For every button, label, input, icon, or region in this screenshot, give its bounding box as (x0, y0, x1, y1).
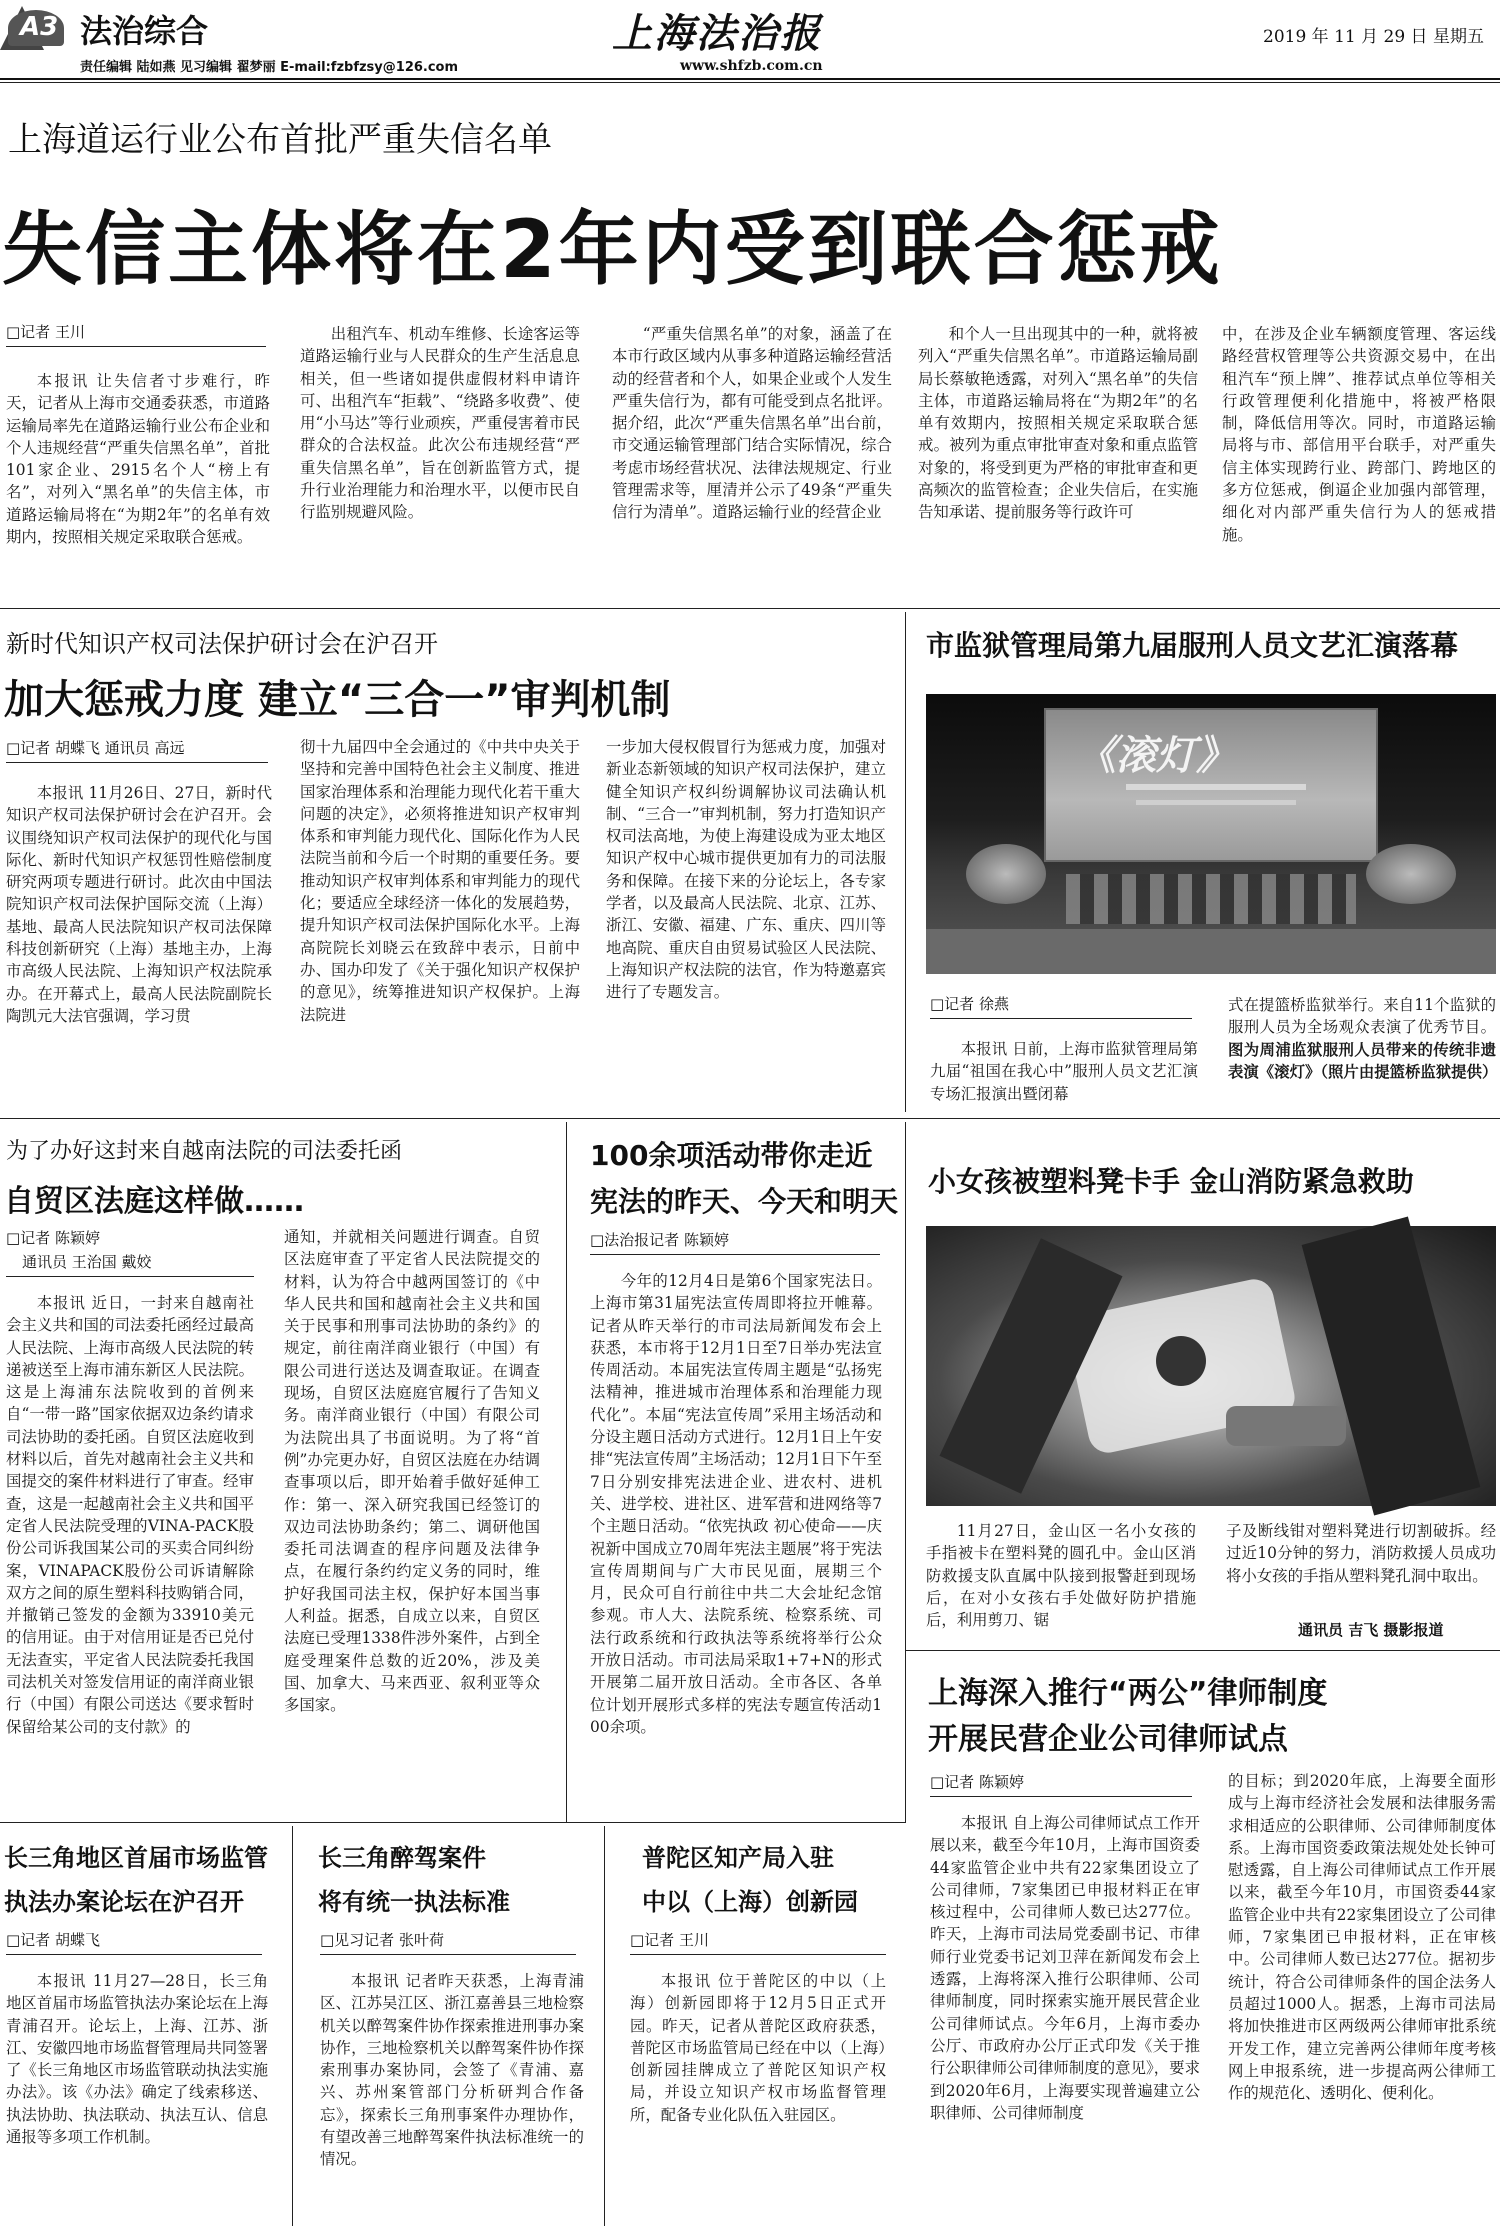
a7-headline-1: 上海深入推行“两公”律师制度 (928, 1676, 1328, 1711)
a7-col2: 的目标；到2020年底，上海要全面形成与上海市经济社会发展和法律服务需求相适应的公职律师、公司律师制度体系。上海市国资委政策法规处处长钟可慰透露，自上海公司律师试点工作开展以来，截至今年10月，市国资委44家监管企业中共有22家集团设立了公司律师，7家集团已申报材料，正在审核中。公司律师人数已达277位。据初步统计，符合公司律师条件的国企法务人员超过1000人。据悉，上海市司法局将加快推进市区两级两公律师审批系统开发工作，建立完善两公律师年度考核网上申报系统，进一步提高两公律师工作的规范化、透明化、便利化。 (1228, 1772, 1496, 2103)
a1-col3: “严重失信黑名单”的对象，涵盖了在本市行政区域内从事多种道路运输经营活动的经营者和个人，如果企业或个人发生严重失信行为，都有可能受到点名批评。据介绍，此次“严重失信黑名单”出台前，市交通运输管理部门结合实际情况，综合考虑市场经营状况、法律法规规定、行业管理需求等，厘清并公示了49条“严重失信行为清单”。道路运输行业的经营企业 (612, 325, 892, 522)
a2-col3: 一步加大侵权假冒行为惩戒力度，加强对新业态新领域的知识产权司法保护，建立健全知识产权纠纷调解协议司法确认机制、“三合一”审判机制，努力打造知识产权司法高地，为使上海建设成为亚太地区知识产权中心城市提供更加有力的司法服务和保障。在接下来的分论坛上，各专家学者，以及最高人民法院、北京、江苏、浙江、安徽、福建、广东、重庆、四川等地高院、重庆自由贸易试验区人民法院、上海知识产权法院的法官，作为特邀嘉宾进行了专题发言。 (606, 738, 886, 1002)
a5-right-divider (905, 1122, 906, 1822)
a1-col1: 本报讯 让失信者寸步难行，昨天，记者从上海市交通委获悉，市道路运输局率先在道路运输行业公布企业和个人违规经营“严重失信黑名单”，首批101家企业、2915名个人“榜上有名”，对列入“黑名单”的失信主体，市道路运输局将在“为期2年”的名单有效期内，按照相关规定采取联合惩戒。 (6, 372, 270, 547)
a1-byline: □记者 王川 (6, 323, 85, 341)
page-number: A3 (20, 12, 59, 42)
a9-right-divider (604, 1826, 605, 2226)
a4-col1: 本报讯 近日，一封来自越南社会主义共和国的司法委托函经过最高人民法院、上海市高级人民法院的转递被送至上海市浦东新区人民法院。这是上海浦东法院收到的首例来自“一带一路”国家依据双边条约请求司法协助的委托函。自贸区法庭收到材料以后，首先对越南社会主义共和国提交的案件材料进行了审查。经审查，这是一起越南社会主义共和国平定省人民法院受理的VINA-PACK股份公司诉我国某公司的买卖合同纠纷案，VINAPACK股份公司诉请解除双方之间的原生塑料科技购销合同，并撤销己签发的金额为33910美元的信用证。由于对信用证是否已兑付无法查实，平定省人民法院委托我国司法机关对签发信用证的南洋商业银行（中国）有限公司送达《要求暂时保留给某公司的支付款》的 (6, 1294, 254, 1736)
editors-line: 责任编辑 陆如燕 见习编辑 翟梦丽 E-mail:fzbfzsy@126.com (80, 60, 459, 75)
a9-byline: □见习记者 张叶荷 (320, 1931, 444, 1949)
a9-byline-rule (320, 1954, 576, 1955)
a10-byline-rule (630, 1954, 886, 1955)
a3-photo-screen-text: 《滚灯》 (1076, 732, 1236, 779)
a10-headline-1: 普陀区知产局入驻 (642, 1844, 834, 1872)
a8-byline-rule (6, 1954, 262, 1955)
a2-col1: 本报讯 11月26日、27日，新时代知识产权司法保护研讨会在沪召开。会议围绕知识产权司法保护的现代化与国际化、新时代知识产权惩罚性赔偿制度研究两项专题进行研讨。此次由中国法院知识产权司法保护国际交流（上海）基地、最高人民法院知识产权司法保障科技创新研究（上海）基地主办，上海市高级人民法院、上海知识产权法院承办。在开幕式上，最高人民法院副院长陶凯元大法官强调，学习贯 (6, 784, 272, 1025)
a7-byline-rule (930, 1796, 1192, 1797)
a10-col1: 本报讯 位于普陀区的中以（上海）创新园即将于12月5日正式开园。昨天，记者从普陀区政府获悉，普陀区市场监管局已经在中以（上海）创新园挂牌成立了普陀区知识产权局，并设立知识产权市场监督管理所，配备专业化队伍入驻园区。 (630, 1972, 886, 2124)
a5-headline-1: 100余项活动带你走近 (590, 1139, 873, 1172)
paper-name: 上海法治报 (612, 10, 822, 57)
a1-col5: 中，在涉及企业车辆额度管理、客运线路经营权管理等公共资源交易中，在出租汽车“预上牌”、推荐试点单位等相关行政管理便利化措施中，将被严格限制，降低信用等次。同时，市道路运输局将与市、部信用平台联手，对严重失信主体实现跨行业、跨部门、跨地区的多方位惩戒，倒逼企业加强内部管理，细化对内部严重失信行为人的惩戒措施。 (1222, 325, 1496, 544)
a7-col1: 本报讯 自上海公司律师试点工作开展以来，截至今年10月，上海市国资委44家监管企业中共有22家集团设立了公司律师，7家集团已申报材料正在审核过程中，公司律师人数已达277位。昨天，上海市司法局党委副书记、市律师行业党委书记刘卫萍在新闻发布会上透露，上海将深入推行公职律师、公司律师制度，同时探索实施开展民营企业公司律师试点。今年6月，上海市委办公厅、市政府办公厅正式印发《关于推行公职律师公司律师制度的意见》，要求到2020年6月，上海要实现普遍建立公职律师、公司律师制度 (930, 1814, 1200, 2122)
a1-col2: 出租汽车、机动车维修、长途客运等道路运输行业与人民群众的生产生活息息相关，但一些诸如提供虚假材料申请许可、出租汽车“拒载”、“绕路多收费”、使用“小马达”等行业顽疾，严重侵害着市民群众的合法权益。此次公布违规经营“严重失信黑名单”，旨在创新监管方式，提升行业治理能力和治理水平，以便市民自行监别规避风险。 (300, 325, 580, 522)
a6-credit: 通讯员 吉飞 摄影报道 (1298, 1621, 1444, 1639)
a2-byline: □记者 胡蝶飞 通讯员 高远 (6, 739, 185, 757)
a1-headline: 失信主体将在2年内受到联合惩戒 (2, 203, 1223, 296)
a8-headline-1: 长三角地区首届市场监管 (4, 1844, 268, 1872)
a3-headline: 市监狱管理局第九届服刑人员文艺汇演落幕 (926, 629, 1459, 662)
a8-headline-2: 执法办案论坛在沪召开 (4, 1888, 244, 1916)
a6-col1: 11月27日，金山区一名小女孩的手指被卡在塑料凳的圆孔中。金山区消防救援支队直属中队接到报警赶到现场后，在对小女孩右手处做好防护措施后，利用剪刀、锯 (926, 1522, 1196, 1630)
section-name: 法治综合 (80, 12, 209, 50)
a2-byline-rule (6, 762, 268, 763)
a3-col1: 本报讯 日前，上海市监狱管理局第九届“祖国在我心中”服刑人员文艺汇演专场汇报演出暨闭幕 (930, 1040, 1198, 1103)
a8-byline: □记者 胡蝶飞 (6, 1931, 100, 1949)
a2-col2: 彻十九届四中全会通过的《中共中央关于坚持和完善中国特色社会主义制度、推进国家治理体系和治理能力现代化若干重大问题的决定》，必须将推进知识产权审判体系和审判能力现代化、国际化作为人民法院当前和今后一个时期的重要任务。要推动知识产权审判体系和审判能力的现代化；要适应全球经济一体化的发展趋势，提升知识产权司法保护国际化水平。上海高院院长刘晓云在致辞中表示，日前中办、国办印发了《关于强化知识产权保护的意见》，统筹推进知识产权保护。上海法院进 (300, 738, 580, 1024)
a10-byline: □记者 王川 (630, 1931, 709, 1949)
a6-col2: 子及断线钳对塑料凳进行切割破拆。经过近10分钟的努力，消防救援人员成功将小女孩的手指从塑料凳孔洞中取出。 (1226, 1522, 1496, 1585)
a10-headline-2: 中以（上海）创新园 (642, 1888, 858, 1916)
masthead-rule-2 (0, 82, 1500, 83)
a8-right-divider (292, 1826, 293, 2226)
a4-byline-2: 通讯员 王治国 戴姣 (22, 1253, 152, 1271)
a3-photo (926, 694, 1496, 974)
a9-col1: 本报讯 记者昨天获悉，上海青浦区、江苏吴江区、浙江嘉善县三地检察机关以醉驾案件协作探索推进刑事办案协作，三地检察机关以醉驾案件协作探索刑事办案协同，会签了《青浦、嘉兴、苏州案管部门分析研判合作备忘》，探索长三角刑事案件办理协作，有望改善三地醉驾案件执法标准统一的情况。 (320, 1972, 584, 2169)
page-badge (0, 6, 70, 50)
a4-col2: 通知，并就相关问题进行调查。自贸区法庭审查了平定省人民法院提交的材料，认为符合中越两国签订的《中华人民共和国和越南社会主义共和国关于民事和刑事司法协助的条约》的规定，前往南洋商业银行（中国）有限公司进行送达及调查取证。在调查现场，自贸区法庭庭官履行了告知义务。南洋商业银行（中国）有限公司为法院出具了书面说明。为了将“首例”办完更办好，自贸区法庭在办结调查事项以后，即开始着手做好延伸工作：第一、深入研究我国已经签订的双边司法协助条约；第二、调研他国委托司法调查的程序问题及法律争点，在履行条约约定义务的同时，维护好我国司法主权，保护好本国当事人利益。据悉，自成立以来，自贸区法庭已受理1338件涉外案件，占到全庭受理案件总数的近20%，涉及美国、加拿大、马来西亚、叙利亚等众多国家。 (284, 1228, 540, 1715)
a9-headline-1: 长三角醉驾案件 (318, 1844, 486, 1872)
a4-subheadline: 为了办好这封来自越南法院的司法委托函 (6, 1139, 403, 1164)
a8-col1: 本报讯 11月27—28日，长三角地区首届市场监管执法办案论坛在上海青浦召开。论坛上，上海、江苏、浙江、安徽四地市场监督管理局共同签署了《长三角地区市场监管联动执法实施办法》。该《办法》确定了线索移送、执法协助、执法联动、执法互认、信息通报等多项工作机制。 (6, 1972, 268, 2147)
a5-col1: 今年的12月4日是第6个国家宪法日。上海市第31届宪法宣传周即将拉开帷幕。记者从昨天举行的市司法局新闻发布会上获悉，本市将于12月1日至7日举办宪法宣传周活动。本届宪法宣传周主题是“弘扬宪法精神，推进城市治理体系和治理能力现代化”。本届“宪法宣传周”采用主场活动和分设主题日活动方式进行。12月1日上午安排“宪法宣传周”主场活动；12月1日下午至7日分别安排宪法进企业、进农村、进机关、进学校、进社区、进军营和进网络等7个主题日活动。“依宪执政 初心使命——庆祝新中国成立70周年宪法主题展”将于宪法宣传周期间与广大市民见面，展期三个月，民众可自行前往中共二大会址纪念馆参观。市人大、法院系统、检察系统、司法行政系统和行政执法等系统将举行公众开放日活动。市司法局采取1+7+N的形式开展第二届开放日活动。全市各区、各单位计划开展形式多样的宪法专题宣传活动100余项。 (590, 1272, 882, 1736)
a1-byline-rule (6, 346, 266, 347)
bottom-row-rule (0, 1822, 906, 1823)
a6-headline: 小女孩被塑料凳卡手 金山消防紧急救助 (928, 1165, 1414, 1198)
a4-headline: 自贸区法庭这样做…… (4, 1184, 304, 1219)
a2-headline: 加大惩戒力度 建立“三合一”审判机制 (4, 677, 671, 723)
a5-byline-rule (590, 1254, 880, 1255)
a6-bottom-rule (906, 1650, 1500, 1651)
masthead-rule (0, 78, 1500, 80)
a3-byline: □记者 徐燕 (930, 995, 1009, 1013)
a7-byline: □记者 陈颖婷 (930, 1773, 1024, 1791)
a5-byline: □法治报记者 陈颖婷 (590, 1231, 729, 1249)
a9-headline-2: 将有统一执法标准 (318, 1888, 510, 1916)
a7-headline-2: 开展民营企业公司律师试点 (928, 1722, 1288, 1757)
issue-date: 2019 年 11 月 29 日 星期五 (1263, 27, 1484, 47)
a6-photo (926, 1226, 1496, 1506)
paper-url: www.shfzb.com.cn (680, 58, 823, 74)
a4-byline-1: □记者 陈颖婷 (6, 1229, 100, 1247)
a3-byline-rule (930, 1018, 1192, 1019)
a1-subheadline: 上海道运行业公布首批严重失信名单 (8, 120, 552, 160)
a4-byline-rule (6, 1276, 254, 1277)
a3-col2: 式在提篮桥监狱举行。来自11个监狱的服刑人员为全场观众表演了优秀节目。图为周浦监狱服刑人员带来的传统非遗表演《滚灯》（照片由提篮桥监狱提供） (1228, 996, 1498, 1081)
a2-right-divider (905, 612, 906, 1112)
a1-bottom-rule (0, 608, 1500, 609)
a4-right-divider (566, 1122, 567, 1822)
a5-headline-2: 宪法的昨天、今天和明天 (590, 1185, 899, 1218)
a1-col4: 和个人一旦出现其中的一种，就将被列入“严重失信黑名单”。市道路运输局副局长蔡敏艳透露，对列入“黑名单”的失信主体，市道路运输局将在“为期2年”的名单有效期内，按照相关规定采取联合惩戒。被列为重点审批审查对象和重点监管对象的，将受到更为严格的审批审查和更高频次的监管检查；企业失信后，在实施告知承诺、提前服务等行政许可 (918, 325, 1198, 522)
mid-rule (0, 1118, 1500, 1119)
a2-subheadline: 新时代知识产权司法保护研讨会在沪召开 (6, 630, 438, 658)
